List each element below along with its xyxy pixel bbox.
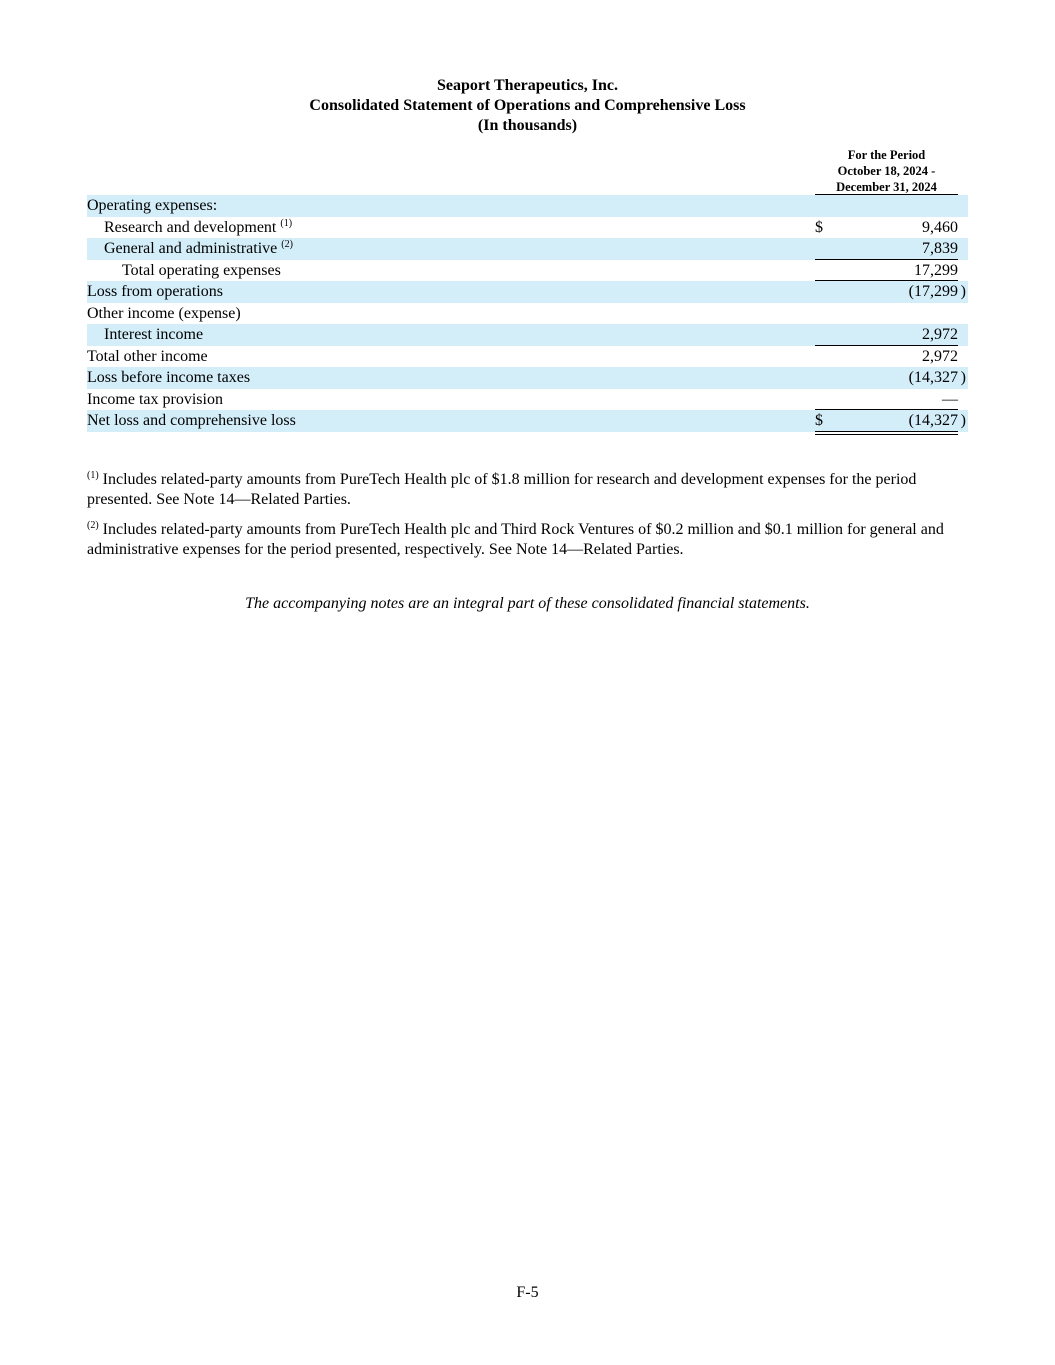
footnote-marker: (1) (280, 217, 293, 229)
row-value: 17,299 (914, 261, 958, 279)
row-label: Total operating expenses (122, 261, 281, 279)
table-row (87, 410, 968, 432)
table-row (87, 303, 968, 325)
row-label: General and administrative $^{(2)}$ (104, 239, 293, 257)
footnote-marker: (1) (87, 470, 99, 481)
row-label: Other income (expense) (87, 304, 241, 322)
row-label: Income tax provision (87, 390, 223, 408)
statement-title: Consolidated Statement of Operations and Comprehensive Loss (309, 97, 746, 114)
row-label: Loss from operations (87, 283, 223, 300)
footnote-text: Includes related-party amounts from PureTech Health plc of $1.8 million for research and development expenses for the period presented. See Note 14—Related Parties. (87, 471, 917, 508)
closing-paren: ) (960, 283, 966, 300)
table-row (87, 367, 968, 389)
row-label: Research and development $^{(1)}$ (104, 217, 293, 236)
dollar-sign: $ (815, 218, 823, 236)
footnote-text: Includes related-party amounts from PureTech Health plc and Third Rock Ventures of $0.2 million and $0.1 million for general and administrative expenses for the period presented, respectively. See Note 14—Related Parties. (87, 521, 944, 558)
footnote-marker: (2) (87, 520, 99, 531)
row-label: Total other income (87, 347, 208, 365)
company-name: Seaport Therapeutics, Inc. (436, 77, 619, 94)
dollar-sign: $ (815, 412, 823, 429)
table-row (87, 324, 968, 346)
footnote-marker: (2) (281, 239, 293, 250)
row-value: 2,972 (922, 326, 958, 343)
table-row (87, 217, 968, 239)
row-value: (17,299 (908, 283, 958, 300)
column-header-line: October 18, 2024 - (837, 164, 936, 178)
column-header-line: For the Period (847, 148, 926, 162)
closing-note: The accompanying notes are an integral part of these consolidated financial statements. (245, 595, 810, 612)
table-row (87, 195, 968, 217)
row-value: (14,327 (908, 412, 958, 429)
table-row (87, 346, 968, 368)
operations-table (87, 195, 968, 432)
statement-header (0, 76, 1055, 136)
row-value: — (942, 390, 958, 408)
grand-total-double-rule (815, 431, 958, 435)
period-column-header (815, 147, 958, 195)
table-row (87, 238, 968, 260)
row-value: 9,460 (922, 218, 958, 236)
page-number: F-5 (516, 1284, 539, 1301)
table-row (87, 281, 968, 303)
row-value: (14,327 (908, 369, 958, 386)
row-value: 2,972 (922, 347, 958, 365)
row-label: Loss before income taxes (87, 369, 251, 386)
table-row (87, 260, 968, 282)
closing-paren: ) (960, 412, 966, 429)
units-label: (In thousands) (477, 117, 578, 134)
column-header-line: December 31, 2024 (836, 180, 937, 194)
footnote (87, 470, 967, 510)
footnote (87, 520, 967, 560)
row-value: 7,839 (922, 240, 958, 257)
table-row (87, 389, 968, 411)
closing-paren: ) (960, 369, 966, 386)
row-label: Net loss and comprehensive loss (87, 412, 296, 429)
row-label: Operating expenses: (87, 197, 218, 214)
row-label: Interest income (104, 326, 204, 343)
